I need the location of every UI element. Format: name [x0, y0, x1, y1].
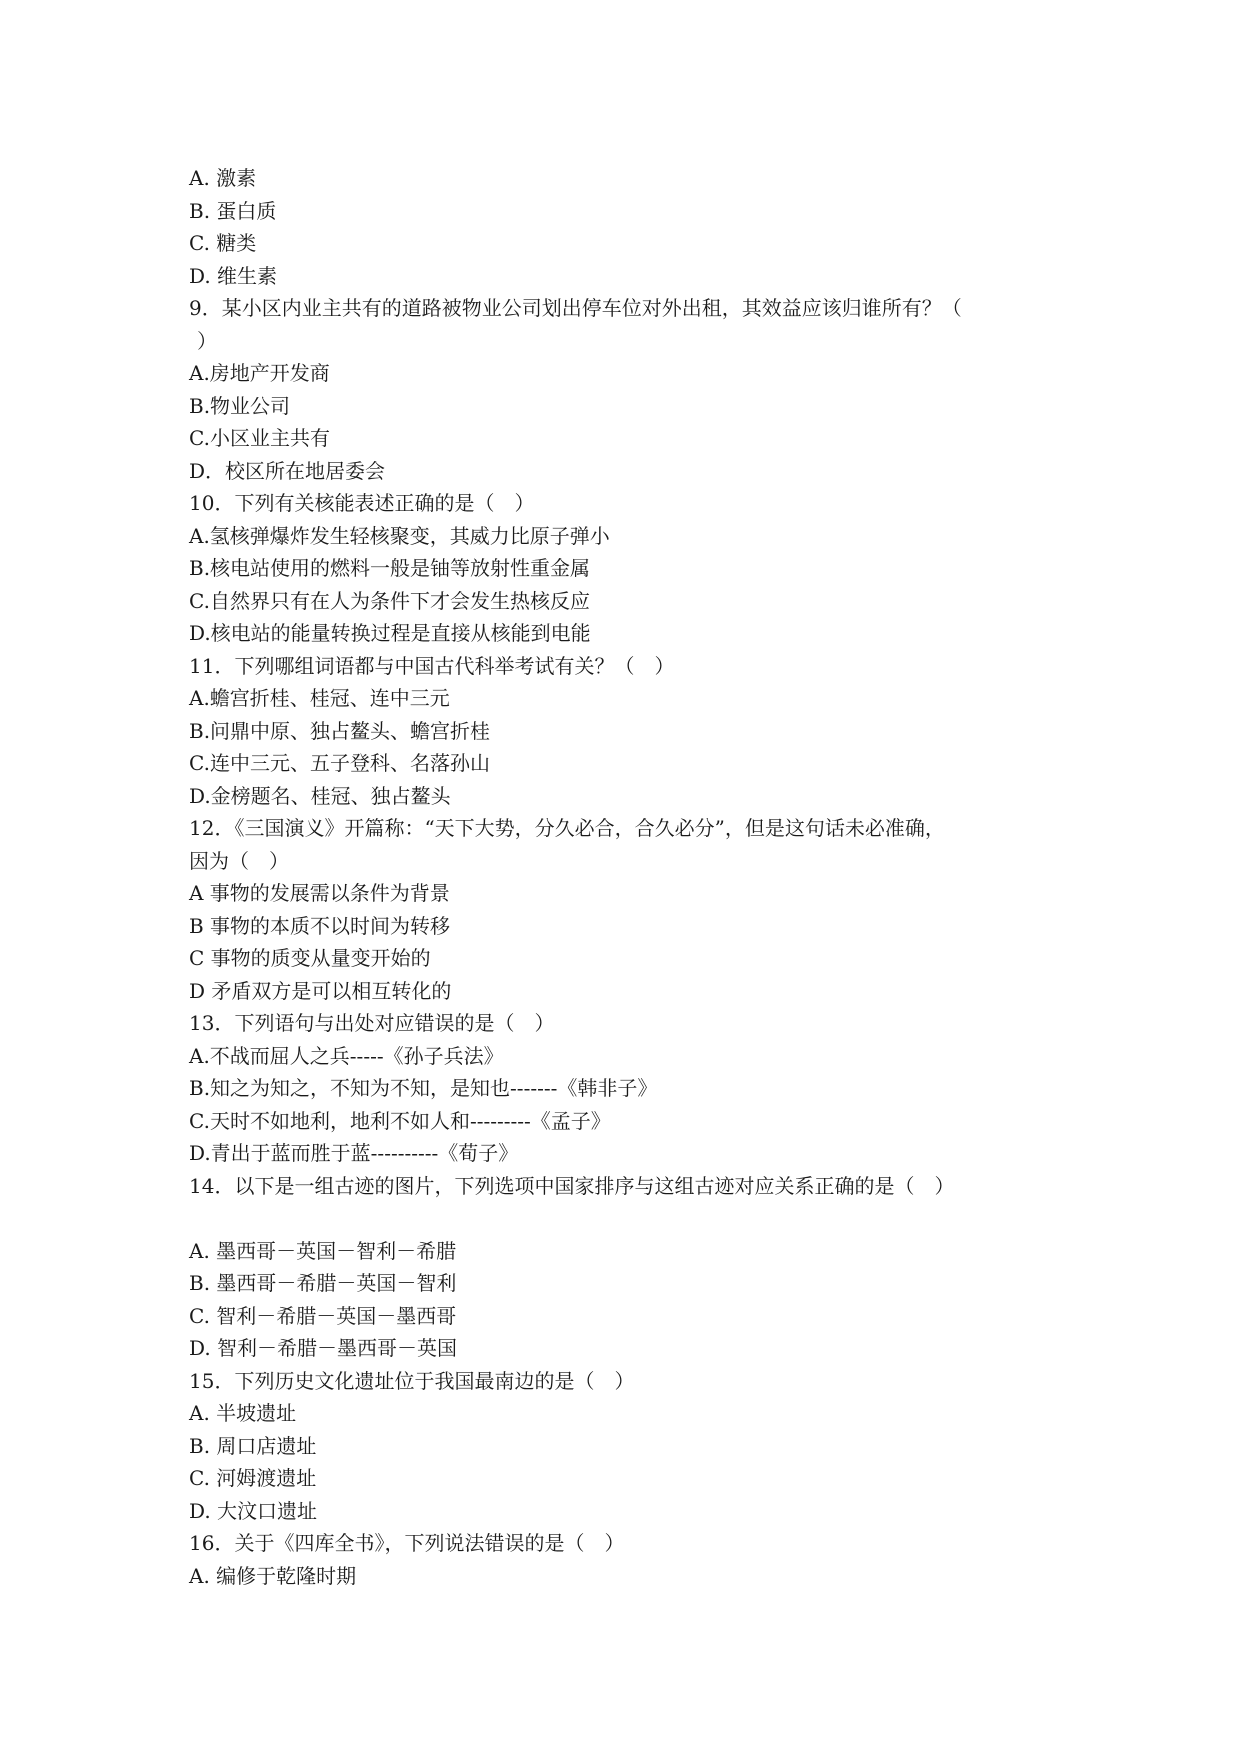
- option-line: D.金榜题名、桂冠、独占鳌头: [189, 783, 451, 808]
- option-line: A. 激素: [189, 166, 257, 190]
- question-12-stem: 12．《三国演义》开篇称：“天下大势，分久必合，合久必分”，但是这句话未必准确，: [189, 816, 945, 840]
- option-line: D．校区所在地居委会: [189, 458, 386, 483]
- option-line: B. 蛋白质: [189, 198, 277, 223]
- option-line: B 事物的本质不以时间为转移: [189, 913, 451, 938]
- question-9-stem-cont: ）: [197, 328, 217, 353]
- question-9-stem: 9．某小区内业主共有的道路被物业公司划出停车位对外出租，其效益应该归谁所有？（: [189, 296, 962, 320]
- question-list: [189, 162, 1059, 1592]
- option-line: D. 大汶口遗址: [189, 1498, 318, 1523]
- option-line: C 事物的质变从量变开始的: [189, 946, 431, 970]
- option-line: B. 周口店遗址: [189, 1433, 317, 1458]
- option-line: C. 智利－希腊－英国－墨西哥: [189, 1303, 457, 1328]
- option-line: B.问鼎中原、独占鳌头、蟾宫折桂: [189, 718, 491, 743]
- option-line: A.不战而屈人之兵-----《孙子兵法》: [189, 1043, 504, 1068]
- question-10-stem: 10．下列有关核能表述正确的是（ ）: [189, 491, 535, 515]
- option-line: B.物业公司: [189, 393, 291, 418]
- question-12-stem-cont: 因为（ ）: [189, 848, 289, 873]
- option-line: D.核电站的能量转换过程是直接从核能到电能: [189, 621, 591, 645]
- option-line: D. 智利－希腊－墨西哥－英国: [189, 1336, 458, 1360]
- option-line: C.天时不如地利，地利不如人和---------《孟子》: [189, 1108, 611, 1133]
- question-14-stem: 14．以下是一组古迹的图片，下列选项中国家排序与这组古迹对应关系正确的是（ ）: [189, 1173, 955, 1198]
- option-line: B. 墨西哥－希腊－英国－智利: [189, 1271, 457, 1295]
- option-line: D 矛盾双方是可以相互转化的: [189, 978, 452, 1003]
- option-line: C.小区业主共有: [189, 426, 330, 450]
- option-line: C.自然界只有在人为条件下才会发生热核反应: [189, 588, 590, 613]
- option-line: B.知之为知之，不知为不知，是知也-------《韩非子》: [189, 1076, 658, 1100]
- option-line: A. 半坡遗址: [189, 1401, 297, 1425]
- option-line: A. 墨西哥－英国－智利－希腊: [189, 1238, 457, 1263]
- option-line: C.连中三元、五子登科、名落孙山: [189, 751, 490, 775]
- option-line: D. 维生素: [189, 263, 278, 288]
- option-line: B.核电站使用的燃料一般是铀等放射性重金属: [189, 556, 591, 580]
- option-line: C. 河姆渡遗址: [189, 1466, 317, 1490]
- option-line: A.蟾宫折桂、桂冠、连中三元: [189, 686, 450, 710]
- question-13-stem: 13．下列语句与出处对应错误的是（ ）: [189, 1011, 555, 1035]
- option-line: A.氢核弹爆炸发生轻核聚变，其威力比原子弹小: [189, 523, 610, 548]
- option-line: A.房地产开发商: [189, 361, 330, 385]
- question-15-stem: 15．下列历史文化遗址位于我国最南边的是（ ）: [189, 1368, 635, 1393]
- option-line: C. 糖类: [189, 231, 257, 255]
- option-line: D.青出于蓝而胜于蓝----------《荀子》: [189, 1141, 519, 1165]
- option-line: A. 编修于乾隆时期: [189, 1563, 357, 1588]
- question-11-stem: 11．下列哪组词语都与中国古代科举考试有关？（ ）: [189, 653, 675, 678]
- blank-line: [189, 1202, 1059, 1235]
- question-16-stem: 16．关于《四库全书》，下列说法错误的是（ ）: [189, 1531, 625, 1555]
- option-line: A 事物的发展需以条件为背景: [189, 881, 450, 905]
